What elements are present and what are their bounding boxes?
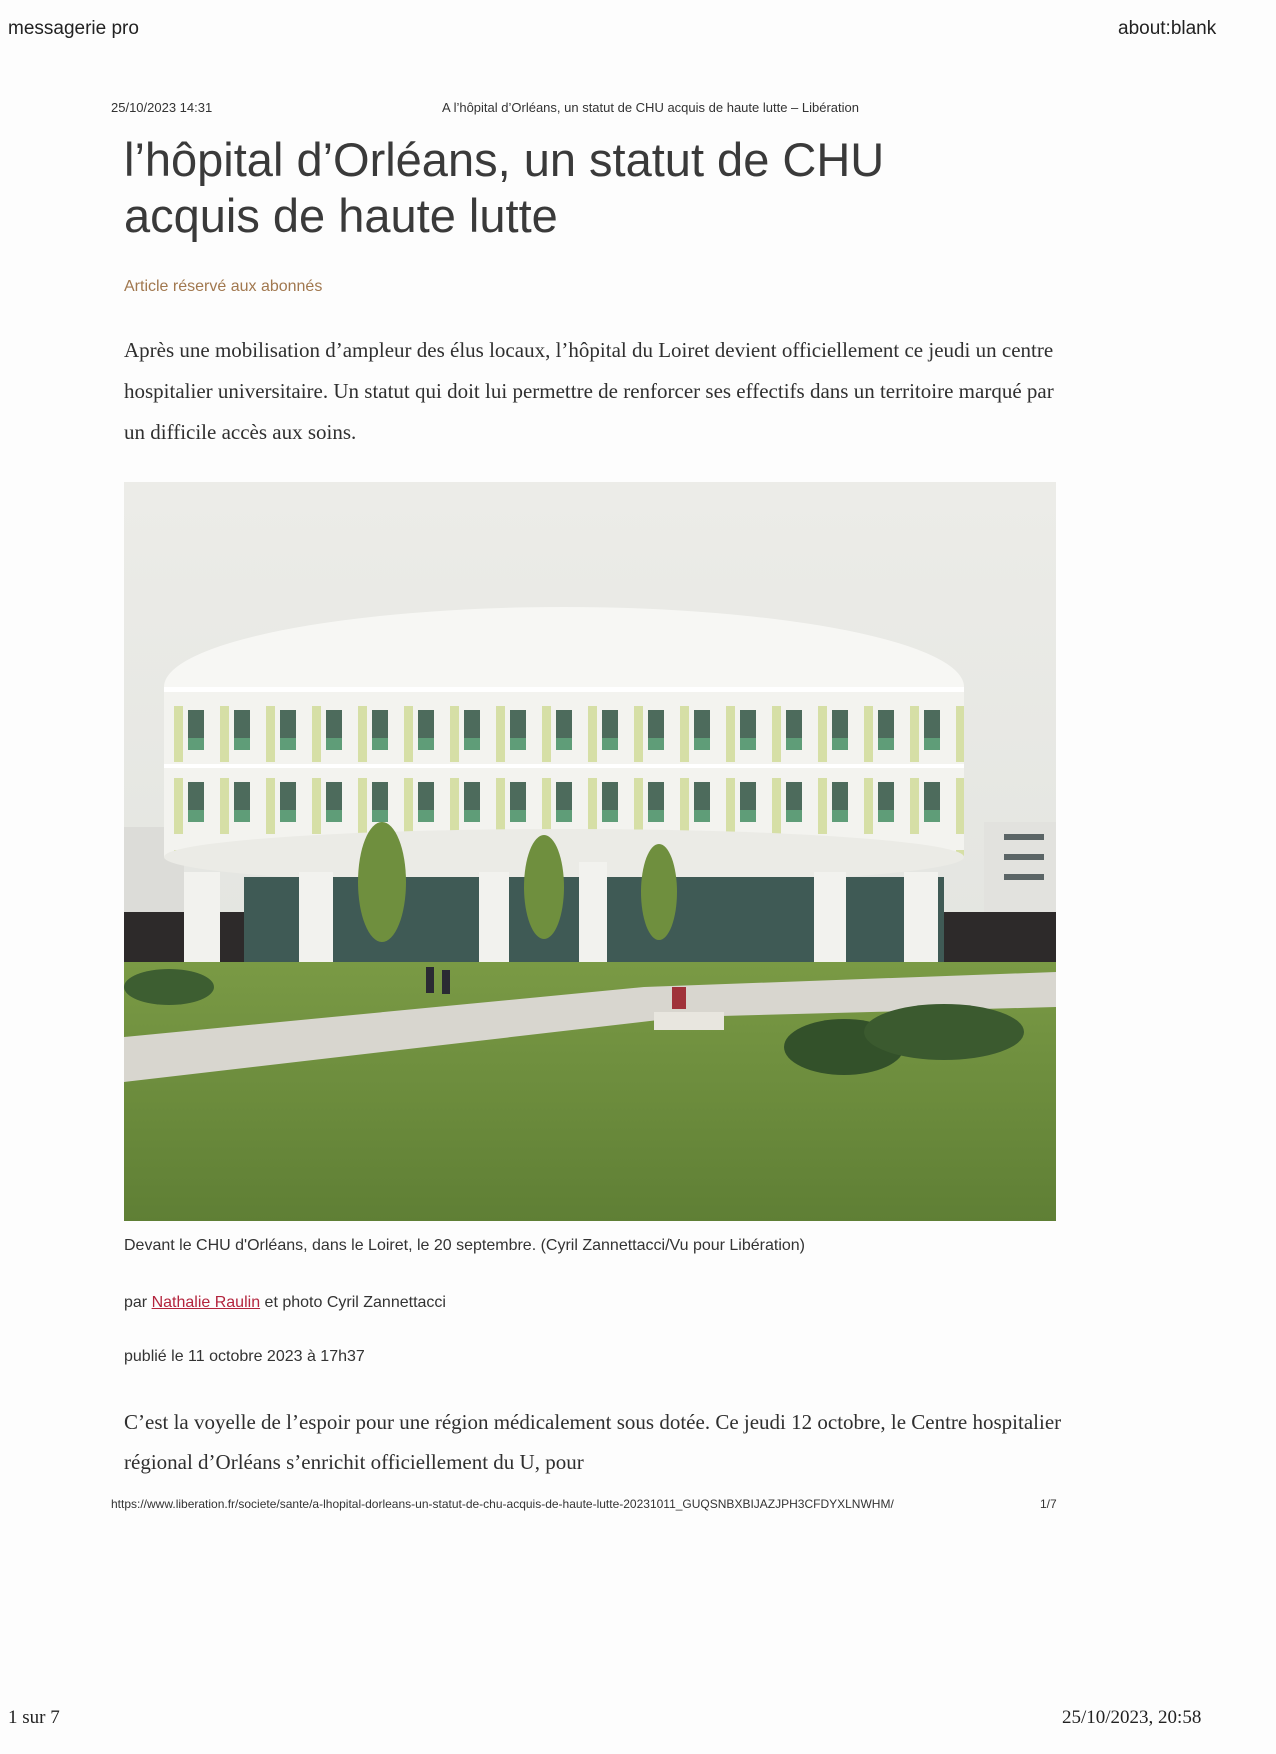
outer-footer-right: 25/10/2023, 20:58 <box>1062 1707 1202 1728</box>
outer-header-right: about:blank <box>1118 18 1217 39</box>
subscriber-label: Article réservé aux abonnés <box>124 278 323 295</box>
article-photo <box>124 482 1056 1221</box>
print-page-number: 1/7 <box>1040 1497 1057 1511</box>
byline-prefix: par <box>124 1294 148 1311</box>
byline <box>124 1294 446 1312</box>
outer-footer-left: 1 sur 7 <box>8 1707 60 1728</box>
print-date: 25/10/2023 14:31 <box>111 100 213 115</box>
print-title: A l’hôpital d’Orléans, un statut de CHU acquis de haute lutte – Libération <box>442 100 859 115</box>
article-lead: Après une mobilisation d’ampleur des élus locaux, l’hôpital du Loiret devient officiellement ce jeudi un centre hospitalier universitaire. Un statut qui doit lui permettre de renforcer ses effectifs dans un territoire marqué par un difficile accès aux soins. <box>124 338 1054 444</box>
print-url: https://www.liberation.fr/societe/sante/a-lhopital-dorleans-un-statut-de-chu-acquis-de-haute-lutte-20231011_GUQSNBXBIJAZJPH3CFDYXLNWHM/ <box>111 1497 894 1511</box>
photo-caption: Devant le CHU d'Orléans, dans le Loiret, le 20 septembre. (Cyril Zannettacci/Vu pour Libération) <box>124 1237 806 1254</box>
published-date: publié le 11 octobre 2023 à 17h37 <box>124 1348 365 1365</box>
outer-header-left: messagerie pro <box>8 18 139 39</box>
byline-suffix: et photo Cyril Zannettacci <box>264 1294 446 1311</box>
article-headline: l’hôpital d’Orléans, un statut de CHU acquis de haute lutte <box>124 133 885 242</box>
author-link[interactable]: Nathalie Raulin <box>151 1294 261 1311</box>
article-body: C’est la voyelle de l’espoir pour une région médicalement sous dotée. Ce jeudi 12 octobre, le Centre hospitalier régional d’Orléans s’enrichit officiellement du U, pour <box>124 1410 1062 1474</box>
